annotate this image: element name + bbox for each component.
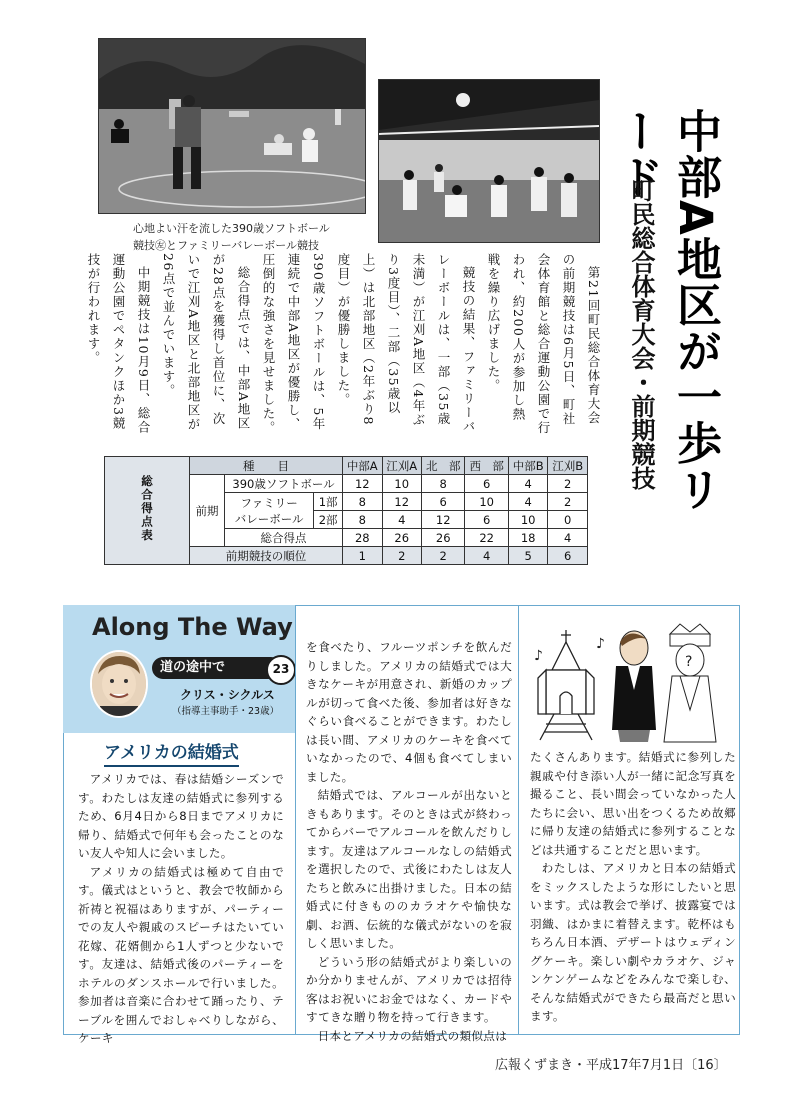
- score-cell: 4: [382, 511, 421, 529]
- score-cell: 12: [382, 493, 421, 511]
- svg-text:?: ?: [685, 654, 693, 670]
- score-cell: 22: [465, 529, 508, 547]
- column-text-2: [306, 638, 512, 1045]
- score-cell: 10: [382, 475, 421, 493]
- column-paragraph: 日本とアメリカの結婚式の類似点は: [317, 1028, 508, 1043]
- team-header: 江刈B: [548, 457, 588, 475]
- caption-line-2: 競技㊧とファミリーバレーボール競技: [133, 239, 320, 252]
- score-cell: 26: [382, 529, 421, 547]
- score-cell: 0: [548, 511, 588, 529]
- column-paragraph: アメリカでは、春は結婚シーズンです。わたしは友達の結婚式に参列するため、6月4日から8日までアメリカに帰り、結婚式で何年も会ったことのない友人や知人に会いました。: [78, 772, 284, 860]
- wedding-illustration: [530, 620, 730, 750]
- score-table-side-label: 総合得点表: [105, 457, 190, 565]
- author-avatar: [90, 650, 148, 718]
- period-label: 前期: [190, 475, 225, 547]
- score-cell: 4: [548, 529, 588, 547]
- row-label-total: 総合得点: [225, 529, 343, 547]
- series-title: Along The Way: [92, 613, 293, 641]
- column-paragraph: わたしは、アメリカと日本の結婚式をミックスしたような形にしたいと思います。式は教会で挙げ、披露宴では羽織、はかまに着替えます。乾杯はもちろん日本酒、デザートはウェディングケーキ。楽しい劇やカラオケ、ジャンケンゲームなどをみんなで楽しむ、そんな結婚式ができたら最高だと思います。: [530, 861, 736, 1023]
- photo-caption: [133, 220, 330, 254]
- article-paragraph-3: 総合得点では、中部A地区が28点を獲得し首位に、次いで江刈A地区と北部地区が26点で並んでいます。: [161, 253, 251, 432]
- rank-cell: 4: [465, 547, 508, 565]
- caption-line-1: 心地よい汗を流した390歳ソフトボール: [133, 222, 330, 235]
- article-paragraph-1: 第21回町民総合体育大会の前期競技は6月5日、町社会体育館と総合運動公園で行われ、約200人が参加し熱戦を繰り広げました。: [486, 253, 601, 435]
- team-header: 北 部: [421, 457, 464, 475]
- score-cell: 4: [508, 493, 548, 511]
- article-paragraph-4: 中期競技は10月9日、総合運動公園でペタンクほか3競技が行われます。: [86, 253, 151, 434]
- column-paragraph: 結婚式では、アルコールが出ないときもあります。そのときは式が終わってからバーでアルコールを飲んだりします。友達はアルコールなしの結婚式を選択したので、式後にわたしは友人たちと飲みに出掛けました。日本の結婚式に付きもののカラオケや愉快な劇、お酒、伝統的な儀式がないのを寂しく思いました。: [306, 788, 512, 950]
- rank-cell: 6: [548, 547, 588, 565]
- score-cell: 2: [548, 493, 588, 511]
- column-paragraph: どういう形の結婚式がより楽しいのか分かりませんが、アメリカでは招待客はお祝いにお金ではなく、カードやすてきな贈り物を持って行きます。: [306, 954, 512, 1024]
- team-header: 江刈A: [382, 457, 421, 475]
- series-subtitle: 道の途中で: [160, 660, 226, 675]
- score-cell: 8: [343, 511, 382, 529]
- column-paragraph: アメリカの結婚式は極めて自由です。儀式はというと、教会で牧師から祈祷と祝福はありますが、パーティーでの友人や親戚のスピーチはたいてい花嫁、花婿側から1人ずつと少ないです。友達は、結婚式後のパーティーをホテルのダンスホールで行いました。参加者は音楽に合わせて踊ったり、テーブルを囲んでおしゃべりしながら、ケーキ: [78, 864, 284, 1045]
- score-cell: 6: [465, 475, 508, 493]
- column-text-1: [78, 770, 284, 1048]
- score-cell: 10: [465, 493, 508, 511]
- score-table: [104, 456, 588, 565]
- score-cell: 6: [465, 511, 508, 529]
- rank-cell: 2: [382, 547, 421, 565]
- rank-cell: 2: [421, 547, 464, 565]
- svg-text:♪: ♪: [596, 636, 605, 652]
- author-name: クリス・シクルス: [180, 688, 275, 702]
- series-subtitle-pill: [152, 657, 290, 679]
- row-sublabel: 1部: [314, 493, 343, 511]
- headline-main: 中部A地区が一歩リード: [611, 108, 722, 512]
- column-paragraph: たくさんあります。結婚式に参列した親戚や付き添い人が一緒に記念写真を撮ること、長い間会っていなかった人たちに会い、思い出をつくるため故郷に帰り友達の結婚式に参列することなどは共通することだと思います。: [530, 750, 736, 857]
- column-heading: アメリカの結婚式: [104, 738, 239, 767]
- rank-cell: 1: [343, 547, 382, 565]
- score-cell: 12: [421, 511, 464, 529]
- author-role: （指導主事助手・23歳）: [172, 706, 280, 717]
- column-paragraph: を食べたり、フルーツポンチを飲んだりしました。アメリカの結婚式では大きなケーキが用意され、新婚のカップルが切って食べた後、参加者は好きなぐらい食べることができます。わたしは長い間、アメリカのケーキを食べていなかったので、4個も食べてしまいました。: [306, 640, 512, 784]
- header-item: 種 目: [190, 457, 343, 475]
- svg-text:♪: ♪: [534, 648, 543, 664]
- column-divider: [518, 605, 519, 1035]
- row-label-family: ファミリー バレーボール: [225, 493, 314, 529]
- headline-sub: 町民総合体育大会・前期競技: [627, 178, 655, 490]
- row-sublabel: 2部: [314, 511, 343, 529]
- page-footer: 広報くずまき・平成17年7月1日〔16〕: [495, 1058, 727, 1073]
- score-cell: 8: [421, 475, 464, 493]
- score-cell: 18: [508, 529, 548, 547]
- score-cell: 28: [343, 529, 382, 547]
- team-header: 中部B: [508, 457, 548, 475]
- score-cell: 26: [421, 529, 464, 547]
- score-cell: 6: [421, 493, 464, 511]
- row-label-rank: 前期競技の順位: [190, 547, 343, 565]
- row-label: 390歳ソフトボール: [225, 475, 343, 493]
- score-cell: 12: [343, 475, 382, 493]
- team-header: 中部A: [343, 457, 382, 475]
- score-cell: 4: [508, 475, 548, 493]
- team-header: 西 部: [465, 457, 508, 475]
- score-cell: 8: [343, 493, 382, 511]
- column-text-3: [530, 748, 736, 1026]
- article-body: [86, 253, 606, 435]
- volleyball-photo: [378, 79, 600, 243]
- score-cell: 2: [548, 475, 588, 493]
- column-divider: [295, 605, 296, 1035]
- article-paragraph-2: 競技の結果、ファミリーバレーボールは、一部（35歳未満）が江刈A地区（4年ぶり3度目）、二部（35歳以上）は北部地区（2年ぶり8度目）が優勝しました。390歳ソフトボールは、5年連続で中部A地区が優勝し、圧倒的な強さを見せました。: [261, 253, 476, 435]
- score-cell: 10: [508, 511, 548, 529]
- rank-cell: 5: [508, 547, 548, 565]
- episode-number: 23: [266, 655, 296, 685]
- softball-photo: [98, 38, 366, 214]
